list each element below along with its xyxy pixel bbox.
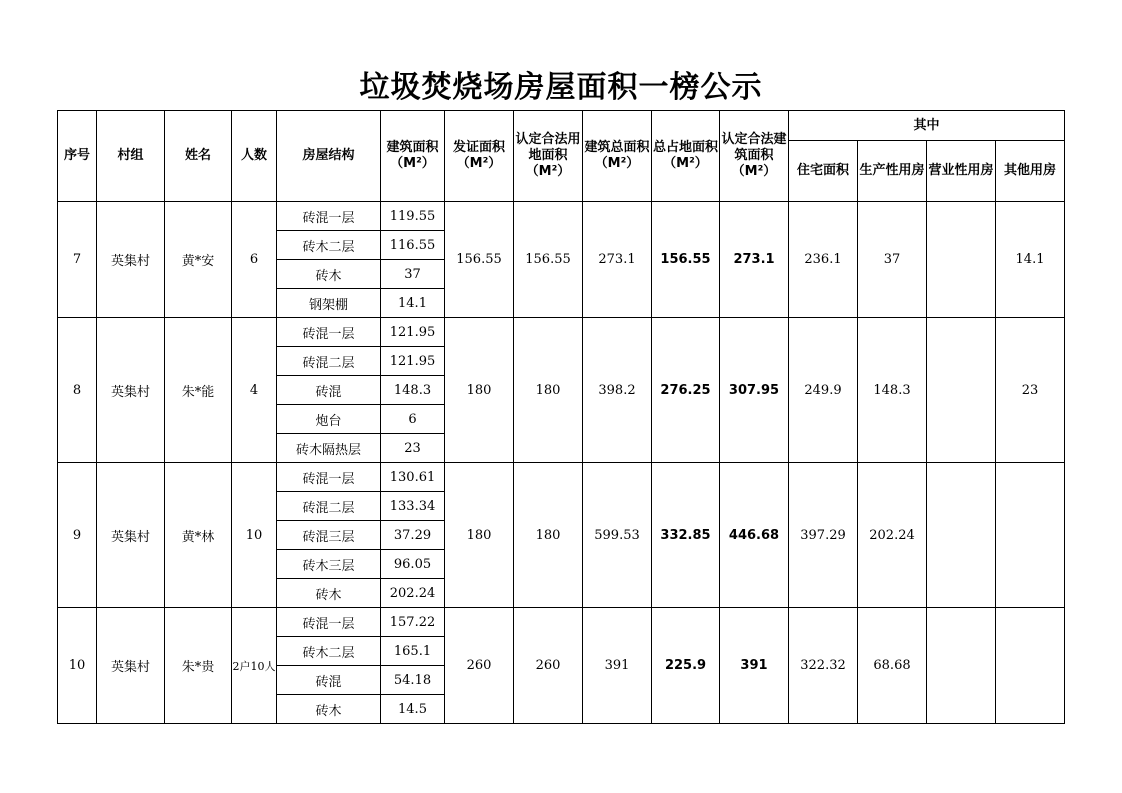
business-cell (927, 463, 996, 608)
structure-cell: 砖混一层 (277, 202, 381, 231)
build-area-cell: 54.18 (381, 666, 445, 695)
structure-cell: 砖混 (277, 376, 381, 405)
structure-cell: 砖木三层 (277, 550, 381, 579)
structure-cell: 砖木 (277, 579, 381, 608)
build-area-cell: 121.95 (381, 318, 445, 347)
legal-land-cell: 180 (514, 463, 583, 608)
structure-cell: 砖木二层 (277, 637, 381, 666)
structure-cell: 炮台 (277, 405, 381, 434)
business-cell (927, 318, 996, 463)
page-title: 垃圾焚烧场房屋面积一榜公示 (359, 70, 763, 105)
total-land-cell: 332.85 (652, 463, 720, 608)
people-cell: 2户10人 (232, 608, 277, 724)
build-area-cell: 37.29 (381, 521, 445, 550)
structure-cell: 砖木隔热层 (277, 434, 381, 463)
village-cell: 英集村 (97, 318, 165, 463)
header-of-which: 其中 (789, 111, 1065, 141)
build-area-cell: 37 (381, 260, 445, 289)
header-total-build: 建筑总面积 （M²） (583, 111, 652, 202)
build-area-cell: 14.5 (381, 695, 445, 724)
village-cell: 英集村 (97, 608, 165, 724)
legal-build-cell: 273.1 (720, 202, 789, 318)
structure-cell: 砖混二层 (277, 347, 381, 376)
seq-cell: 7 (58, 202, 97, 318)
header-seq: 序号 (58, 111, 97, 202)
build-area-cell: 133.34 (381, 492, 445, 521)
build-area-cell: 130.61 (381, 463, 445, 492)
seq-cell: 9 (58, 463, 97, 608)
header-business: 营业性用房 (927, 141, 996, 202)
total-land-cell: 156.55 (652, 202, 720, 318)
residential-cell: 236.1 (789, 202, 858, 318)
header-production: 生产性用房 (858, 141, 927, 202)
header-build-area: 建筑面积（M²） (381, 111, 445, 202)
residential-cell: 249.9 (789, 318, 858, 463)
build-area-cell: 165.1 (381, 637, 445, 666)
header-total-land: 总占地面积（M²） (652, 111, 720, 202)
header-village: 村组 (97, 111, 165, 202)
other-cell: 23 (996, 318, 1065, 463)
table-row (58, 608, 1065, 637)
structure-cell: 砖混三层 (277, 521, 381, 550)
name-cell: 黄*安 (165, 202, 232, 318)
other-cell (996, 463, 1065, 608)
village-cell: 英集村 (97, 463, 165, 608)
total-land-cell: 276.25 (652, 318, 720, 463)
business-cell (927, 202, 996, 318)
production-cell: 148.3 (858, 318, 927, 463)
cert-area-cell: 156.55 (445, 202, 514, 318)
table-body (58, 202, 1065, 724)
seq-cell: 8 (58, 318, 97, 463)
people-cell: 6 (232, 202, 277, 318)
village-cell: 英集村 (97, 202, 165, 318)
header-cert-area: 发证面积（M²） (445, 111, 514, 202)
build-area-cell: 148.3 (381, 376, 445, 405)
area-table (57, 110, 1065, 724)
build-area-cell: 119.55 (381, 202, 445, 231)
build-area-cell: 157.22 (381, 608, 445, 637)
header-structure: 房屋结构 (277, 111, 381, 202)
seq-cell: 10 (58, 608, 97, 724)
table-row (58, 202, 1065, 231)
legal-build-cell: 446.68 (720, 463, 789, 608)
people-cell: 10 (232, 463, 277, 608)
total-land-cell: 225.9 (652, 608, 720, 724)
legal-build-cell: 307.95 (720, 318, 789, 463)
production-cell: 37 (858, 202, 927, 318)
build-area-cell: 14.1 (381, 289, 445, 318)
structure-cell: 砖木 (277, 260, 381, 289)
header-legal-build: 认定合法建筑面积（M²） (720, 111, 789, 202)
total-build-cell: 599.53 (583, 463, 652, 608)
build-area-cell: 116.55 (381, 231, 445, 260)
cert-area-cell: 180 (445, 463, 514, 608)
header-name: 姓名 (165, 111, 232, 202)
header-legal-land: 认定合法用地面积（M²） (514, 111, 583, 202)
cert-area-cell: 260 (445, 608, 514, 724)
business-cell (927, 608, 996, 724)
name-cell: 黄*林 (165, 463, 232, 608)
table-row (58, 463, 1065, 492)
other-cell (996, 608, 1065, 724)
total-build-cell: 391 (583, 608, 652, 724)
structure-cell: 砖混一层 (277, 608, 381, 637)
structure-cell: 砖混一层 (277, 318, 381, 347)
production-cell: 202.24 (858, 463, 927, 608)
structure-cell: 砖混 (277, 666, 381, 695)
header-other: 其他用房 (996, 141, 1065, 202)
name-cell: 朱*贵 (165, 608, 232, 724)
header-people: 人数 (232, 111, 277, 202)
residential-cell: 322.32 (789, 608, 858, 724)
legal-land-cell: 260 (514, 608, 583, 724)
cert-area-cell: 180 (445, 318, 514, 463)
build-area-cell: 23 (381, 434, 445, 463)
structure-cell: 砖木二层 (277, 231, 381, 260)
residential-cell: 397.29 (789, 463, 858, 608)
other-cell: 14.1 (996, 202, 1065, 318)
table-row (58, 318, 1065, 347)
structure-cell: 砖混二层 (277, 492, 381, 521)
structure-cell: 砖混一层 (277, 463, 381, 492)
build-area-cell: 96.05 (381, 550, 445, 579)
legal-land-cell: 180 (514, 318, 583, 463)
header-residential: 住宅面积 (789, 141, 858, 202)
legal-land-cell: 156.55 (514, 202, 583, 318)
total-build-cell: 273.1 (583, 202, 652, 318)
legal-build-cell: 391 (720, 608, 789, 724)
structure-cell: 钢架棚 (277, 289, 381, 318)
build-area-cell: 121.95 (381, 347, 445, 376)
total-build-cell: 398.2 (583, 318, 652, 463)
name-cell: 朱*能 (165, 318, 232, 463)
structure-cell: 砖木 (277, 695, 381, 724)
build-area-cell: 6 (381, 405, 445, 434)
table-header (58, 111, 1065, 202)
production-cell: 68.68 (858, 608, 927, 724)
build-area-cell: 202.24 (381, 579, 445, 608)
people-cell: 4 (232, 318, 277, 463)
